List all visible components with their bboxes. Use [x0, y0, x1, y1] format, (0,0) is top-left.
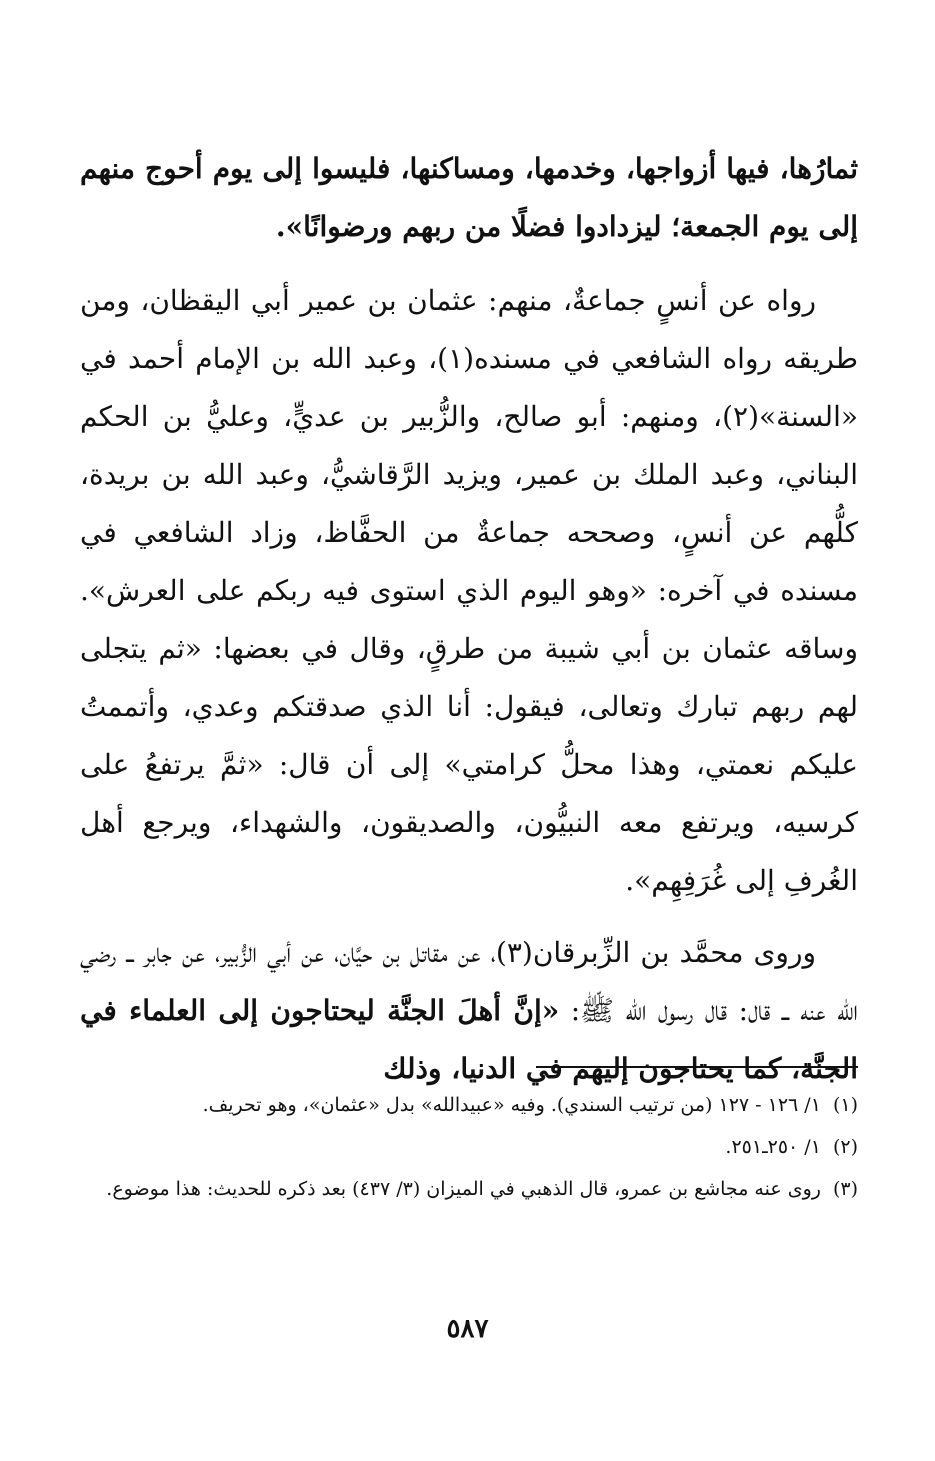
footnote-text: ١/ ٢٥٠ـ٢٥١.: [725, 1136, 821, 1158]
main-text: [80, 140, 858, 1112]
page-number: ٥٨٧: [446, 1314, 489, 1344]
paragraph-2: رواه عن أنسٍ جماعةٌ، منهم: عثمان بن عمير أبي اليقظان، ومن طريقه رواه الشافعي في مسنده(١)، وعبد الله بن الإمام أحمد في «السنة»(٢)، ومنهم: أبو صالح، والزُّبير بن عديٍّ، وعليُّ بن الحكم البناني، وعبد الملك بن عمير، ويزيد الرَّقاشيُّ، وعبد الله بن بريدة، كلُّهم عن أنسٍ، وصححه جماعةٌ من الحفَّاظ، وزاد الشافعي في مسنده في آخره: «وهو اليوم الذي استوى فيه ربكم على العرش». وساقه عثمان بن أبي شيبة من طرقٍ، وقال في بعضها: «ثم يتجلى لهم ربهم تبارك وتعالى، فيقول: أنا الذي صدقتكم وعدي، وأتممتُ عليكم نعمتي، وهذا محلُّ كرامتي» إلى أن قال: «ثمَّ يرتفعُ على كرسيه، ويرتفع معه النبيُّون، والصديقون، والشهداء، ويرجع أهل الغُرفِ إلى غُرَفِهِم».: [80, 284, 858, 897]
footnote-separator: [536, 1066, 858, 1068]
paragraph-3: [80, 924, 858, 1098]
paragraph-3-hadith-quote: «إنَّ أهلَ الجنَّة ليحتاجون إلى العلماء في الجنَّة، كما يحتاجون إليهم في الدنيا، وذلك: [80, 994, 858, 1085]
footnote-number: (١): [832, 1094, 858, 1116]
footnote-2: [86, 1126, 858, 1168]
footnotes: [86, 1084, 858, 1210]
footnote-text: روى عنه مجاشع بن عمرو، قال الذهبي في الميزان (٣/ ٤٣٧) بعد ذكره للحديث: هذا موضوع.: [106, 1178, 821, 1200]
paragraph-3-regular: وروى محمَّد بن الزِّبرقان(٣)، عن مقاتل بن حيَّان، عن أبي الزُّبير، عن جابر ــ رضي الله عنه ــ قال: قال رسول الله ﷺ:: [80, 936, 858, 1027]
footnote-number: (٢): [832, 1136, 858, 1158]
footnote-text: ١/ ١٢٦ - ١٢٧ (من ترتيب السندي). وفيه «عبيدالله» بدل «عثمان»، وهو تحريف.: [202, 1094, 821, 1116]
footnote-3: [86, 1168, 858, 1210]
footnote-number: (٣): [832, 1178, 858, 1200]
paragraph-1: ثمارُها، فيها أزواجها، وخدمها، ومساكنها، فليسوا إلى يوم أحوج منهم إلى يوم الجمعة؛ ليزدادوا فضلًا من ربهم ورضوانًا».: [80, 152, 858, 243]
footnote-1: [86, 1084, 858, 1126]
